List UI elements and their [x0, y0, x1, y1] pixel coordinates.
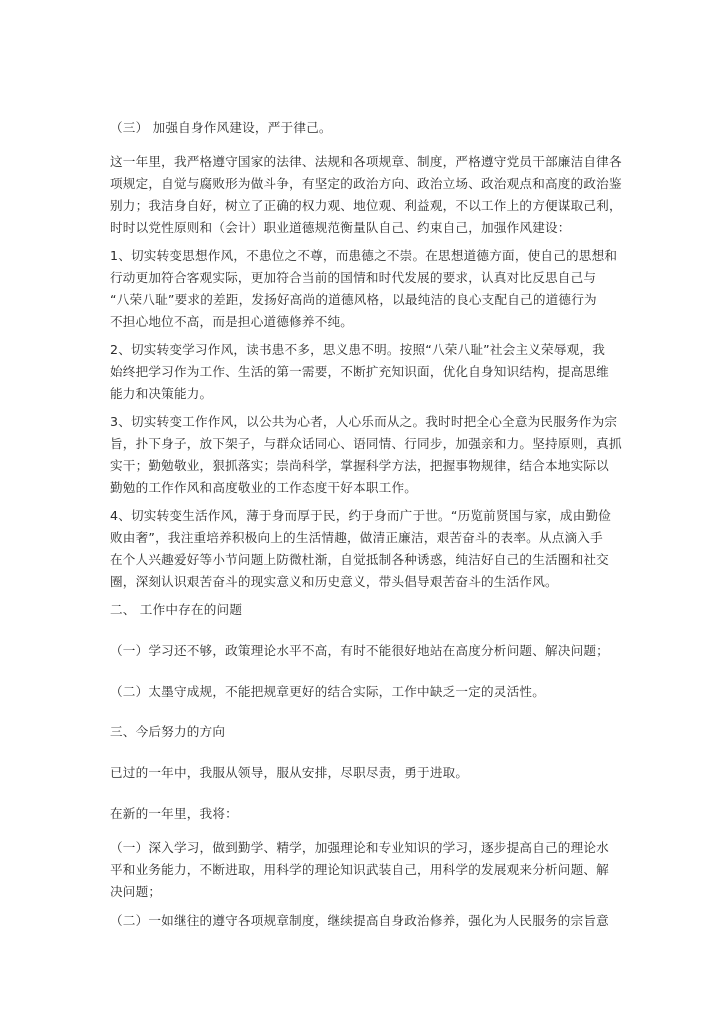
text-line: 能力和决策能力。 [110, 386, 213, 401]
plan-item-1 [110, 837, 622, 903]
text-line: （二）太墨守成规，不能把规章更好的结合实际，工作中缺乏一定的灵活性。 [110, 684, 545, 699]
section-heading-3 [110, 117, 622, 139]
paragraph-discipline [110, 151, 622, 239]
text-line: 别力；我洁身自好，树立了正确的权力观、地位观、利益观，不以工作上的方便谋取己利， [110, 198, 622, 213]
problem-item-2 [110, 681, 622, 703]
text-line: 项规定，自觉与腐败形为做斗争，有坚定的政治方向、政治立场、政治观点和高度的政治鉴 [110, 176, 622, 191]
text-line: 败由奢”，我注重培养积极向上的生活情趣，做清正廉洁，艰苦奋斗的表率。从点滴入手 [110, 530, 603, 545]
paragraph-point-3 [110, 411, 622, 499]
plan-item-2 [110, 910, 622, 932]
text-line: 在新的一年里，我将： [110, 806, 238, 821]
text-line: 平和业务能力，不断进取，用科学的理论知识武装自己，用科学的发展观来分析问题、解 [110, 862, 609, 877]
text-line: 4、切实转变生活作风，薄于身而厚于民，约于身而广于世。“历览前贤国与家，成由勤俭 [110, 508, 612, 523]
text-line: 二、 工作中存在的问题 [110, 602, 243, 617]
paragraph-point-2 [110, 339, 622, 405]
paragraph-new-year [110, 803, 622, 825]
text-line: （一）学习还不够，政策理论水平不高，有时不能很好地站在高度分析问题、解决问题； [110, 643, 609, 658]
text-line: 圈，深刻认识艰苦奋斗的现实意义和历史意义，带头倡导艰苦奋斗的生活作风。 [110, 574, 558, 589]
text-line: “八荣八耻”要求的差距，发扬好高尚的道德风格，以最纯洁的良心支配自己的道德行为 [110, 292, 597, 307]
paragraph-point-1 [110, 245, 622, 333]
text-line: 这一年里，我严格遵守国家的法律、法规和各项规章、制度，严格遵守党员干部廉洁自律各 [110, 154, 622, 169]
paragraph-point-4 [110, 505, 622, 593]
text-line: 行动更加符合客观实际，更加符合当前的国情和时代发展的要求，认真对比反思自己与 [110, 270, 597, 285]
text-line: 不担心地位不高，而是担心道德修养不纯。 [110, 314, 354, 329]
paragraph-past-year [110, 762, 622, 784]
text-line: （一）深入学习，做到勤学、精学，加强理论和专业知识的学习，逐步提高自己的理论水 [110, 840, 609, 855]
text-line: 旨，扑下身子，放下架子，与群众话同心、语同情、行同步，加强亲和力。坚持原则，真抓 [110, 436, 622, 451]
text-line: 勤勉的工作作风和高度敬业的工作态度干好本职工作。 [110, 480, 418, 495]
text-line: 时时以党性原则和（会计）职业道德规范衡量队自己、约束自己，加强作风建设： [110, 220, 571, 235]
text-line: 1、切实转变思想作风，不患位之不尊，而患德之不崇。在思想道德方面，使自己的思想和 [110, 248, 618, 263]
text-line: 实干；勤勉敬业，狠抓落实；崇尚科学，掌握科学方法，把握事物规律，结合本地实际以 [110, 458, 609, 473]
text-line: 在个人兴趣爱好等小节问题上防微杜渐，自觉抵制各种诱惑，纯洁好自己的生活圈和社交 [110, 552, 609, 567]
text-line: 决问题； [110, 884, 162, 899]
text-line: （三） 加强自身作风建设，严于律己。 [110, 120, 332, 135]
text-line: 三、今后努力的方向 [110, 724, 226, 739]
text-line: 3、切实转变工作作风，以公共为心者，人心乐而从之。我时时把全心全意为民服务作为宗 [110, 414, 618, 429]
problem-item-1 [110, 640, 622, 662]
text-line: （二）一如继往的遵守各项规章制度，继续提高自身政治修养，强化为人民服务的宗旨意 [110, 913, 609, 928]
section-heading-3-future [110, 721, 622, 743]
text-line: 已过的一年中，我服从领导，服从安排，尽职尽责，勇于进取。 [110, 765, 469, 780]
section-heading-2 [110, 599, 622, 621]
text-line: 始终把学习作为工作、生活的第一需要，不断扩充知识面，优化自身知识结构，提高思维 [110, 364, 609, 379]
text-line: 2、切实转变学习作风，读书患不多，思义患不明。按照“八荣八耻”社会主义荣辱观，我 [110, 342, 606, 357]
